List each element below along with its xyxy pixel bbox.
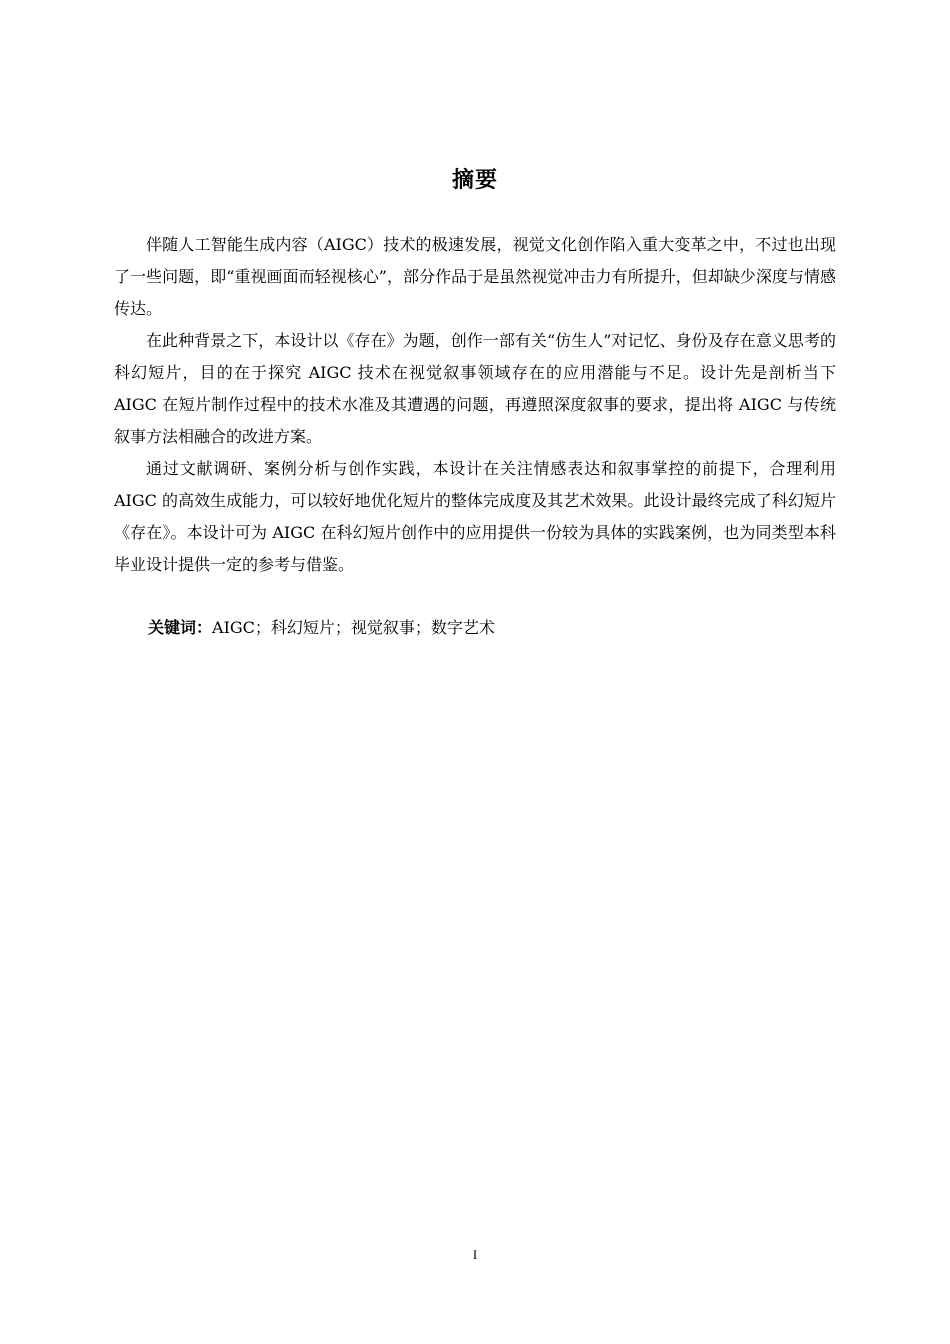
abstract-paragraph-1: 伴随人工智能生成内容（AIGC）技术的极速发展，视觉文化创作陷入重大变革之中，不过也出现了一些问题，即“重视画面而轻视核心”，部分作品于是虽然视觉冲击力有所提升，但却缺少深度与情感传达。 — [114, 235, 836, 318]
keywords-value: AIGC；科幻短片；视觉叙事；数字艺术 — [212, 618, 495, 637]
keywords-label: 关键词： — [148, 618, 213, 637]
abstract-body — [114, 229, 836, 581]
page-number: I — [472, 1247, 478, 1262]
abstract-paragraph-2: 在此种背景之下，本设计以《存在》为题，创作一部有关“仿生人”对记忆、身份及存在意义思考的科幻短片，目的在于探究 AIGC 技术在视觉叙事领域存在的应用潜能与不足。设计先是剖析当下 AIGC 在短片制作过程中的技术水准及其遭遇的问题，再遵照深度叙事的要求，提出将 AIGC 与传统叙事方法相融合的改进方案。 — [114, 331, 836, 446]
abstract-paragraph-3: 通过文献调研、案例分析与创作实践，本设计在关注情感表达和叙事掌控的前提下，合理利用 AIGC 的高效生成能力，可以较好地优化短片的整体完成度及其艺术效果。此设计最终完成了科幻短片《存在》。本设计可为 AIGC 在科幻短片创作中的应用提供一份较为具体的实践案例，也为同类型本科毕业设计提供一定的参考与借鉴。 — [114, 459, 836, 574]
page-title: 摘要 — [451, 168, 498, 193]
keywords-line — [148, 612, 838, 644]
